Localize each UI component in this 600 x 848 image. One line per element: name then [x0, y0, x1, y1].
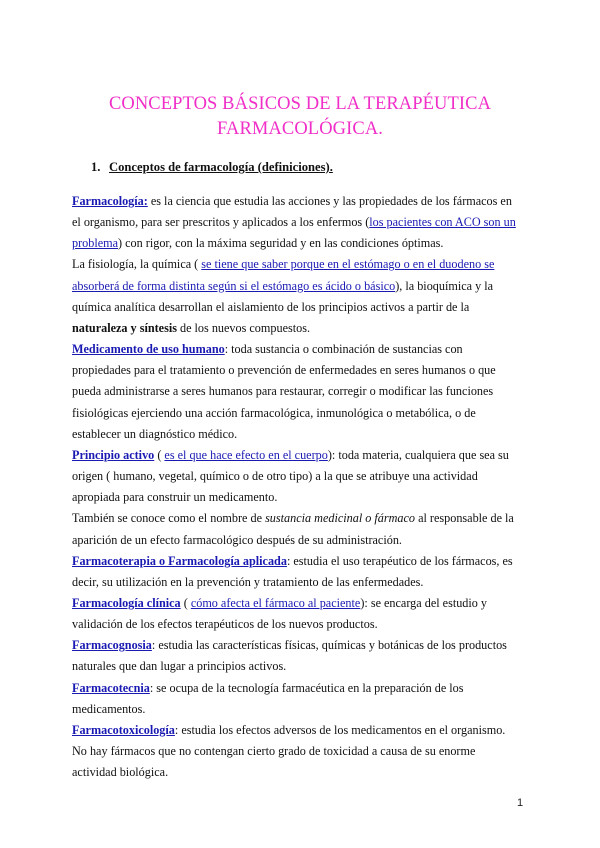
paragraph-text: : toda sustancia o combinación de sustancias con propiedades para el tratamiento o prevención de enfermedades en seres humanos o que pueda administrarse a seres humanos para restaurar, corregir o modificar las funciones fisiológicas ejerciendo una acción farmacológica, inmunológica o metabólica, o de establecer un diagnóstico médico. — [72, 342, 496, 441]
title-line-2: FARMACOLÓGICA. — [216, 119, 384, 139]
paragraph-text: al responsable de la aparición de un efecto farmacológico después de su administración. — [72, 511, 514, 547]
term-farmacologia: Farmacología: — [72, 194, 148, 208]
bold-text: naturaleza y síntesis — [72, 320, 177, 335]
paragraph-text: de los nuevos compuestos. — [176, 320, 310, 335]
paragraph-text: : estudia el uso terapéutico de los fármacos, es decir, su utilización en la prevención y tratamiento de las enfermedades. — [72, 553, 513, 589]
paragraph-text: : estudia los efectos adversos de los medicamentos en el organismo. No hay fármacos que no contengan cierto grado de toxicidad a causa de su enorme actividad biológica. — [72, 722, 506, 780]
paragraph-text: ): se encarga del estudio y validación de los efectos terapéuticos de los nuevos productos. — [72, 595, 488, 632]
paragraph-text: : estudia las características físicas, químicas y botánicas de los productos naturales que dan lugar a principios activos. — [72, 638, 507, 674]
term-medicamento: Medicamento de uso humano — [72, 342, 225, 357]
paragraph-text: También se conoce como el nombre de — [72, 511, 266, 526]
paragraph-principio-activo — [72, 445, 520, 508]
term-farmacoterapia: Farmacoterapia o Farmacología aplicada — [72, 553, 287, 568]
section-heading-text: Conceptos de farmacología (definiciones). — [109, 160, 333, 174]
inline-note: se tiene que saber porque en el estómago o en el duodeno se absorberá de forma distinta según si el estómago es ácido o básico — [72, 257, 495, 293]
paragraph-farmacotoxicologia — [72, 720, 520, 783]
term-principio-activo: Principio activo — [72, 447, 155, 462]
paragraph-text: : se ocupa de la tecnología farmacéutica en la preparación de los medicamentos. — [72, 680, 464, 716]
paragraph-farmacoterapia — [72, 551, 520, 593]
paragraph-sustancia — [72, 508, 520, 550]
paragraph-farmacologia — [72, 191, 520, 254]
paragraph-text: ( — [180, 595, 191, 610]
section-heading — [91, 160, 333, 175]
term-farmacognosia: Farmacognosia — [72, 638, 152, 653]
paragraph-farmacognosia — [72, 635, 520, 677]
page-number: 1 — [517, 797, 524, 809]
document-body — [72, 191, 520, 783]
paragraph-text: ) con rigor, con la máxima seguridad y en las condiciones óptimas. — [118, 236, 444, 251]
document-title — [60, 92, 540, 142]
paragraph-farmacotecnia — [72, 678, 520, 720]
paragraph-text: ): toda materia, cualquiera que sea su origen ( humano, vegetal, químico o de otro tipo) a la que se atribuye una actividad apropiada para construir un medicamento. — [72, 447, 509, 505]
paragraph-fisiologia — [72, 254, 520, 339]
paragraph-text: es la ciencia que estudia las acciones y las propiedades de los fármacos en el organismo, para ser prescritos y aplicados a los enfermos ( — [72, 194, 512, 230]
title-line-1: CONCEPTOS BÁSICOS DE LA TERAPÉUTICA — [108, 94, 492, 114]
paragraph-farmacologia-clinica — [72, 593, 520, 635]
term-farmacotoxicologia: Farmacotoxicología — [72, 722, 175, 737]
section-number: 1. — [91, 160, 101, 174]
paragraph-text: ), la bioquímica y la química analítica desarrollan el aislamiento de los principios activos a partir de la — [72, 278, 494, 314]
term-farmacotecnia: Farmacotecnia — [72, 680, 150, 695]
term-farmacologia-clinica: Farmacología clínica — [72, 595, 181, 610]
inline-note: es el que hace efecto en el cuerpo — [164, 447, 328, 462]
paragraph-text: La fisiología, la química ( — [72, 257, 202, 272]
inline-note: cómo afecta el fármaco al paciente — [190, 595, 361, 610]
italic-text: sustancia medicinal o fármaco — [265, 511, 416, 526]
paragraph-text: ( — [154, 447, 165, 462]
paragraph-medicamento — [72, 339, 520, 445]
inline-note: los pacientes con ACO son un problema — [72, 215, 516, 251]
